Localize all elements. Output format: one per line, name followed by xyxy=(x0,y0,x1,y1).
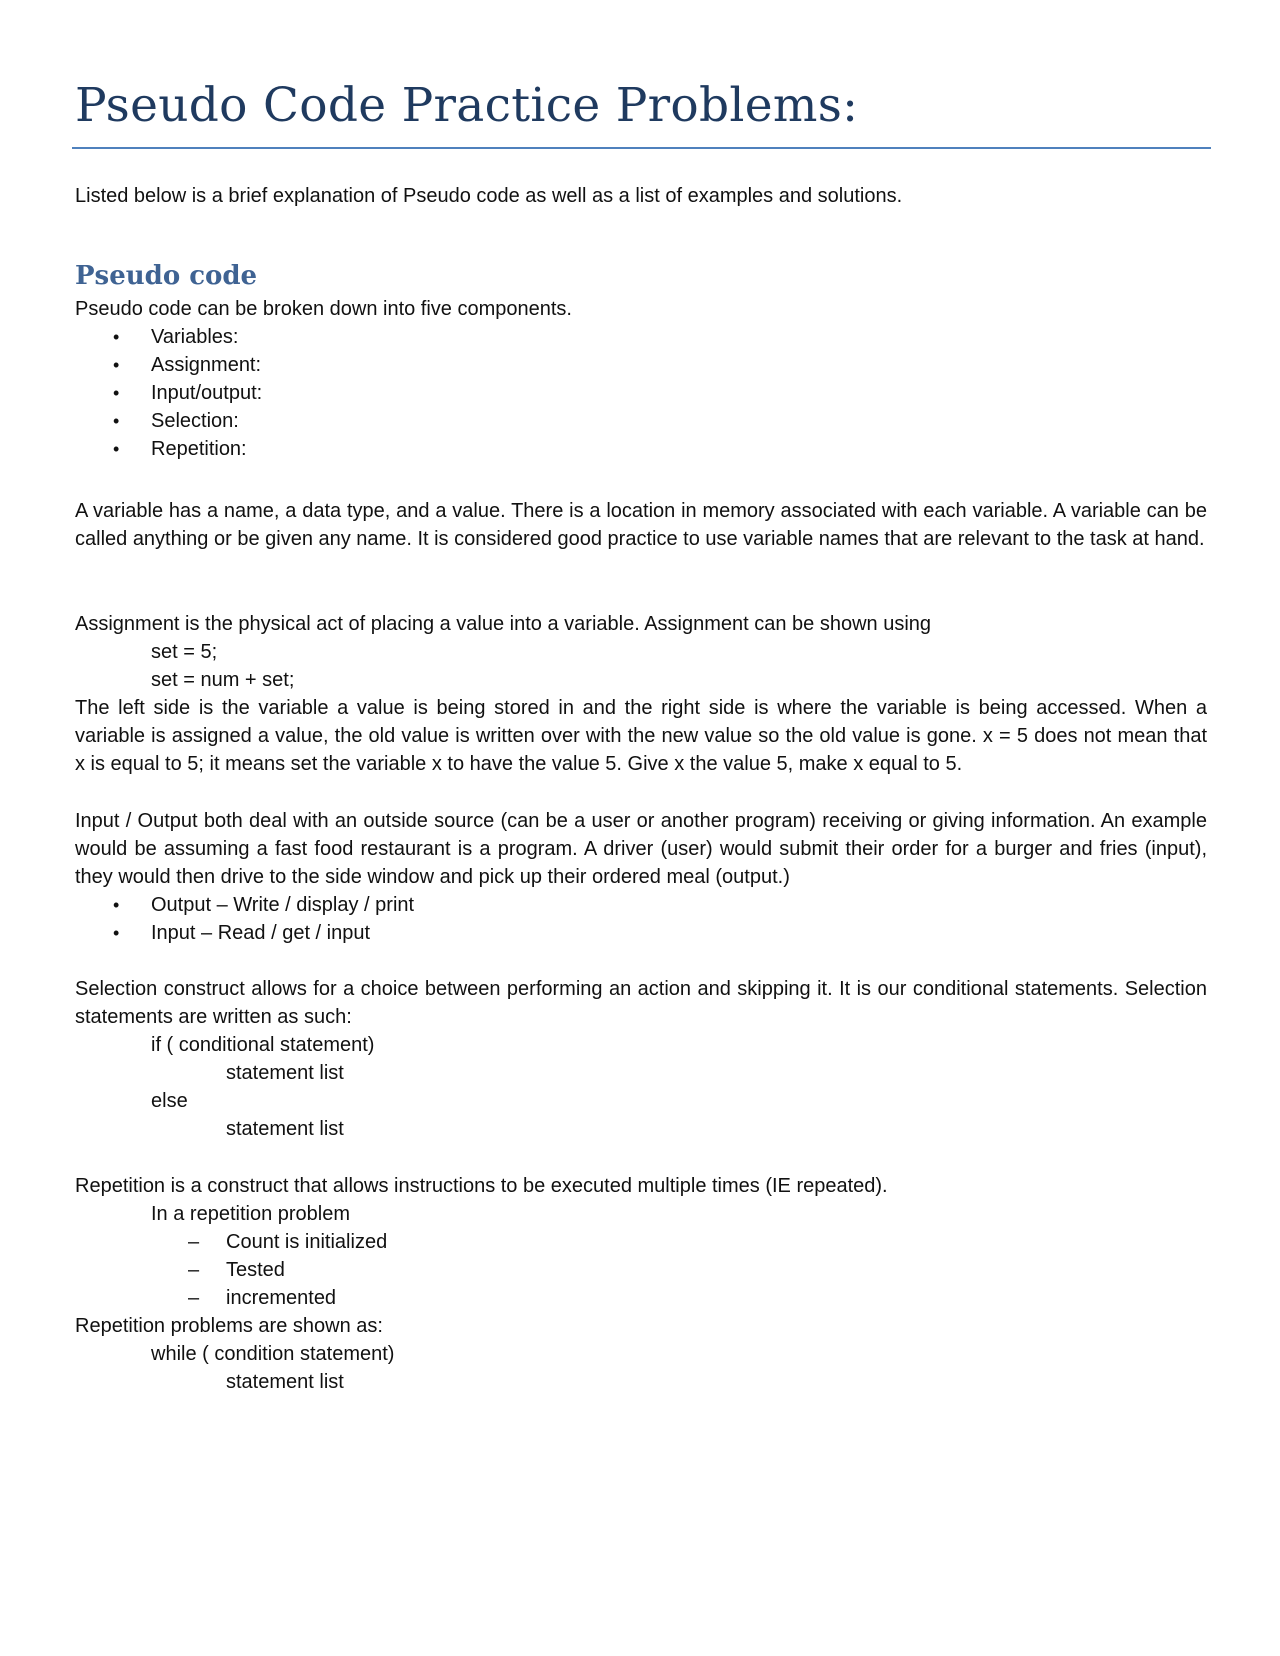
io-list xyxy=(0,891,1280,947)
selection-then-body: statement list xyxy=(226,1062,344,1084)
variable-paragraph: A variable has a name, a data type, and a value. There is a location in memory associated with each variable. A variable can be called anything or be given any name. It is considered good practice to use variable names that are relevant to the task at hand. xyxy=(75,500,1207,550)
repetition-step-label: incremented xyxy=(226,1287,337,1309)
page-title: Pseudo Code Practice Problems: xyxy=(75,78,859,133)
bullet-icon: • xyxy=(113,895,120,915)
section-heading: Pseudo code xyxy=(75,261,258,291)
dash-icon: – xyxy=(188,1259,200,1281)
repetition-step-label: Tested xyxy=(226,1259,285,1281)
list-item xyxy=(0,435,1280,463)
list-item xyxy=(0,891,1280,919)
bullet-icon: • xyxy=(113,923,120,943)
repetition-steps-list xyxy=(0,1228,1280,1312)
assignment-example: set = 5; xyxy=(151,641,218,663)
repetition-while-line: while ( condition statement) xyxy=(151,1343,395,1365)
list-item xyxy=(0,1228,1280,1256)
list-item xyxy=(0,919,1280,947)
bullet-icon: • xyxy=(113,355,120,375)
list-item xyxy=(0,351,1280,379)
repetition-body: statement list xyxy=(226,1371,344,1393)
repetition-step-label: Count is initialized xyxy=(226,1231,388,1253)
io-item-label: Output – Write / display / print xyxy=(151,894,415,916)
component-label: Input/output: xyxy=(151,382,263,404)
bullet-icon: • xyxy=(113,439,120,459)
selection-else-line: else xyxy=(151,1090,188,1112)
io-paragraph: Input / Output both deal with an outside source (can be a user or another program) receiving or giving information. An example would be assuming a fast food restaurant is a program. A driver (user) would submit their order for a burger and fries (input), they would then drive to the side window and pick up their ordered meal (output.) xyxy=(75,810,1207,888)
component-label: Repetition: xyxy=(151,438,247,460)
repetition-shown: Repetition problems are shown as: xyxy=(75,1315,383,1337)
component-label: Variables: xyxy=(151,326,239,348)
list-item xyxy=(0,1284,1280,1312)
io-item-label: Input – Read / get / input xyxy=(151,922,371,944)
selection-if-line: if ( conditional statement) xyxy=(151,1034,375,1056)
assignment-intro: Assignment is the physical act of placing a value into a variable. Assignment can be shown using xyxy=(75,613,932,635)
intro-text: Listed below is a brief explanation of Pseudo code as well as a list of examples and solutions. xyxy=(75,185,903,207)
assignment-example: set = num + set; xyxy=(151,669,295,691)
selection-else-body: statement list xyxy=(226,1118,344,1140)
bullet-icon: • xyxy=(113,383,120,403)
title-underline xyxy=(72,147,1211,149)
selection-paragraph: Selection construct allows for a choice between performing an action and skipping it. It is our conditional statements. Selection statements are written as such: xyxy=(75,978,1207,1028)
component-label: Selection: xyxy=(151,410,239,432)
bullet-icon: • xyxy=(113,411,120,431)
component-label: Assignment: xyxy=(151,354,262,376)
list-item xyxy=(0,1256,1280,1284)
components-intro: Pseudo code can be broken down into five components. xyxy=(75,298,572,320)
assignment-paragraph: The left side is the variable a value is being stored in and the right side is where the variable is being accessed. When a variable is assigned a value, the old value is written over with the new value so the old value is gone. x = 5 does not mean that x is equal to 5; it means set the variable x to have the value 5. Give x the value 5, make x equal to 5. xyxy=(75,697,1207,775)
dash-icon: – xyxy=(188,1287,200,1309)
repetition-sub: In a repetition problem xyxy=(151,1203,351,1225)
repetition-intro: Repetition is a construct that allows instructions to be executed multiple times (IE repeated). xyxy=(75,1175,888,1197)
components-list xyxy=(0,323,1280,463)
list-item xyxy=(0,323,1280,351)
dash-icon: – xyxy=(188,1231,200,1253)
list-item xyxy=(0,407,1280,435)
list-item xyxy=(0,379,1280,407)
bullet-icon: • xyxy=(113,327,120,347)
